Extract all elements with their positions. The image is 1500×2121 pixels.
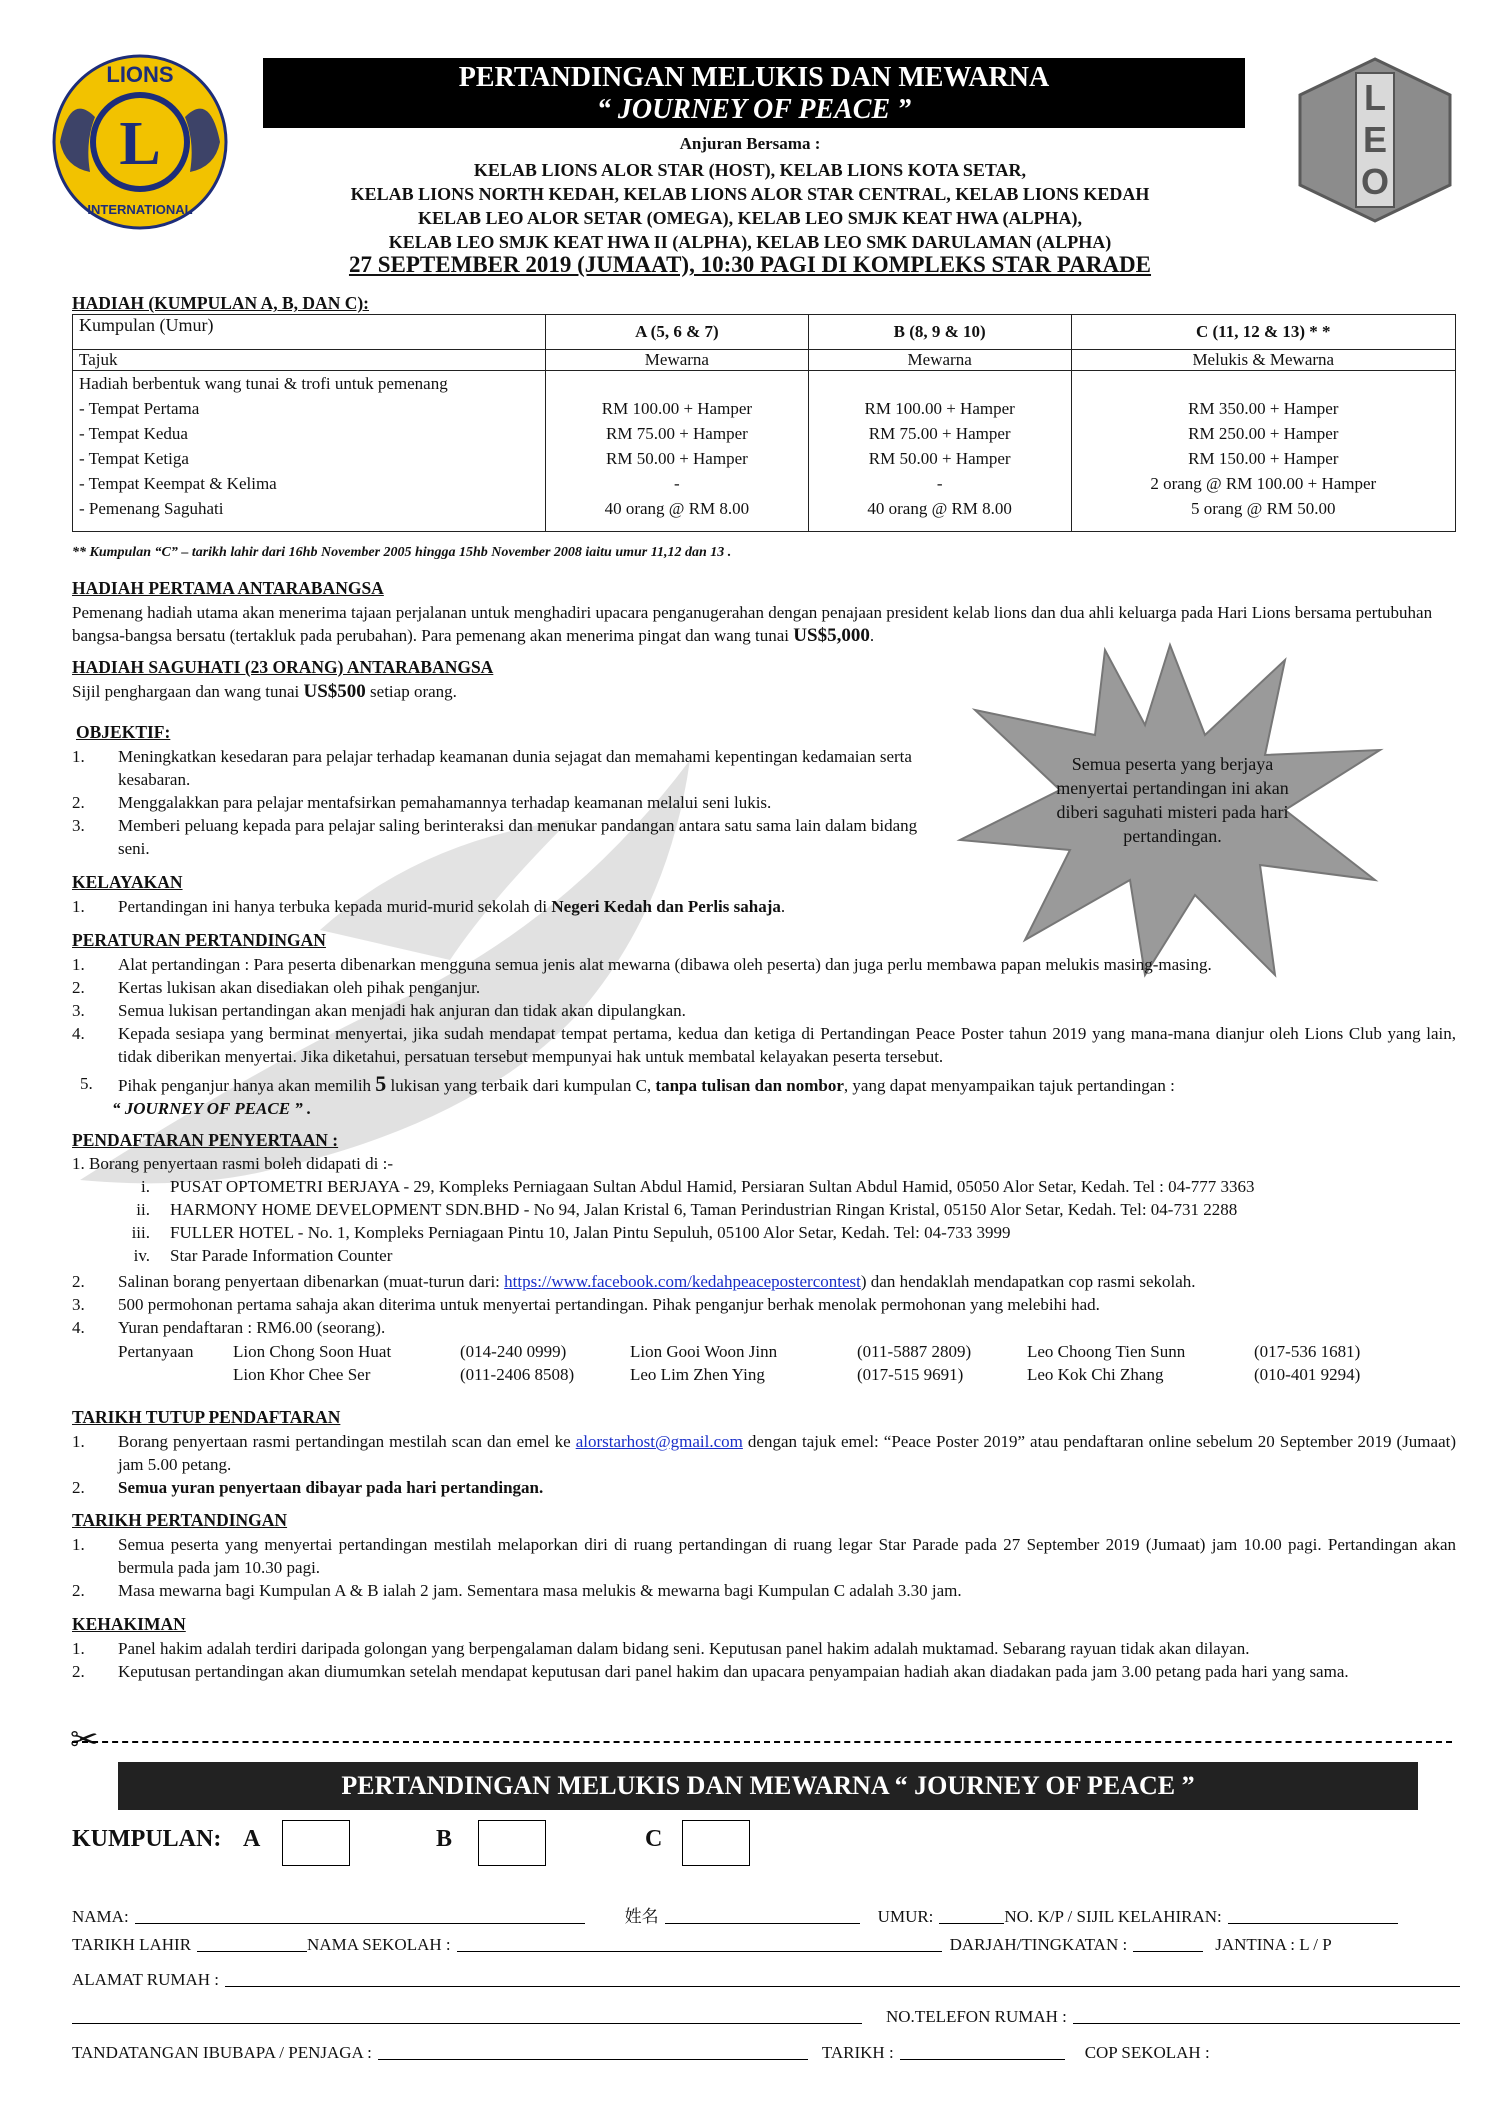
eligibility-title: KELAYAKAN xyxy=(72,872,183,892)
scissors-icon: ✂ xyxy=(70,1722,99,1759)
chinese-name-field[interactable] xyxy=(665,1923,860,1924)
list-item xyxy=(72,976,1456,999)
item-number: 1. xyxy=(72,747,85,766)
closing-list xyxy=(72,1430,1456,1499)
clubs-list xyxy=(0,158,1500,254)
prize-value: 40 orang @ RM 8.00 xyxy=(867,499,1012,518)
class-field[interactable] xyxy=(1133,1951,1203,1952)
theme-text: “ JOURNEY OF PEACE ” . xyxy=(112,1099,312,1118)
item-number: 2. xyxy=(72,1272,85,1291)
enquiry-contacts xyxy=(118,1340,1458,1386)
item-number: 1. xyxy=(72,955,85,974)
name-field[interactable] xyxy=(135,1923,585,1924)
item-text: Panel hakim adalah terdiri daripada golongan yang berpengalaman dalam bidang seni. Keputusan panel hakim adalah muktamad. Sebarang rayuan tidak akan dilayan. xyxy=(118,1639,1250,1658)
class-label: DARJAH/TINGKATAN : xyxy=(949,1935,1128,1954)
table-cell: Melukis & Mewarna xyxy=(1071,350,1455,371)
registration-intro: 1. Borang penyertaan rasmi boleh didapati di :- xyxy=(72,1154,394,1173)
list-item xyxy=(72,895,1456,918)
item-text: Semua peserta yang menyertai pertandingan mestilah melaporkan diri di ruang pertandingan di ruang legar Star Parade pada 27 September 2019 (Jumaat) jam 10.00 pagi. Pertandingan akan bermula pada jam 10.30 pagi. xyxy=(118,1535,1456,1577)
prize-value: RM 75.00 + Hamper xyxy=(605,424,748,443)
text: , yang dapat menyampaikan tajuk pertandingan : xyxy=(843,1076,1175,1095)
group-b-label: B xyxy=(436,1826,453,1852)
date-field[interactable] xyxy=(900,2059,1065,2060)
prize-value: - xyxy=(674,474,680,493)
page-title: PERTANDINGAN MELUKIS DAN MEWARNA xyxy=(458,62,1050,93)
page-subtitle: “ JOURNEY OF PEACE ” xyxy=(596,94,912,125)
item-text: HARMONY HOME DEVELOPMENT SDN.BHD - No 94, Jalan Kristal 6, Taman Perindustrian Ringan Kristal, 05150 Alor Setar, Kedah. Tel: 04-731 2288 xyxy=(170,1200,1238,1219)
list-item xyxy=(72,1072,1456,1097)
enquiry-label: Pertanyaan xyxy=(118,1342,194,1361)
contact-name: Leo Choong Tien Sunn xyxy=(1027,1342,1186,1361)
list-item xyxy=(72,1476,1456,1499)
prize-intro: Hadiah berbentuk wang tunai & trofi untuk pemenang xyxy=(79,374,448,393)
list-item xyxy=(72,1579,1456,1602)
table-cell: Mewarna xyxy=(808,350,1071,371)
list-item xyxy=(72,1293,1456,1316)
title-banner xyxy=(263,58,1245,128)
item-text xyxy=(118,1430,1456,1476)
item-number: 2. xyxy=(72,978,85,997)
group-c-footnote: ** Kumpulan “C” – tarikh lahir dari 16hb November 2005 hingga 15hb November 2008 iaitu umur 11,12 dan 13 . xyxy=(72,545,732,560)
item-number: iv. xyxy=(133,1246,150,1265)
contact-row xyxy=(118,1340,1458,1363)
prize-value: RM 75.00 + Hamper xyxy=(868,424,1011,443)
table-cell xyxy=(546,371,809,532)
prize-value: RM 350.00 + Hamper xyxy=(1188,399,1339,418)
prize-value: - xyxy=(936,474,943,493)
prize-label: - Tempat Keempat & Kelima xyxy=(79,474,277,493)
intl-first-text xyxy=(72,601,1456,647)
item-number: 3. xyxy=(72,1001,85,1020)
list-item xyxy=(72,1175,1456,1198)
item-number: 2. xyxy=(72,793,85,812)
item-number: ii. xyxy=(136,1200,150,1219)
group-a-checkbox[interactable] xyxy=(282,1820,350,1866)
prize-label: - Tempat Ketiga xyxy=(79,449,189,468)
table-cell: A (5, 6 & 7) xyxy=(546,315,809,350)
dob-label: TARIKH LAHIR xyxy=(72,1935,192,1954)
text: Salinan borang penyertaan dibenarkan (muat-turun dari: xyxy=(118,1272,500,1291)
svg-text:INTERNATIONAL: INTERNATIONAL xyxy=(87,202,193,217)
list-item xyxy=(72,1533,1456,1579)
item-number: 3. xyxy=(72,816,85,835)
date-label: TARIKH : xyxy=(821,2043,894,2062)
club-line: KELAB LIONS ALOR STAR (HOST), KELAB LIONS KOTA SETAR, xyxy=(473,160,1027,180)
item-text: Semua lukisan pertandingan akan menjadi hak anjuran dan tidak akan dipulangkan. xyxy=(118,1001,686,1020)
gender-label: JANTINA : L / P xyxy=(1215,1935,1332,1954)
item-text: FULLER HOTEL - No. 1, Kompleks Perniagaan Pintu 10, Jalan Pintu Sepuluh, 05100 Alor Setar, Kedah. Tel: 04-733 3999 xyxy=(170,1223,1011,1242)
list-item xyxy=(72,1316,1456,1339)
prize-value: RM 50.00 + Hamper xyxy=(868,449,1011,468)
list-item xyxy=(72,814,952,860)
prize-value: 40 orang @ RM 8.00 xyxy=(604,499,750,518)
amount: US$5,000 xyxy=(793,625,870,646)
rules-list xyxy=(72,953,1456,1120)
item-number: 1. xyxy=(72,1432,85,1451)
date-venue: 27 SEPTEMBER 2019 (JUMAAT), 10:30 PAGI DI KOMPLEKS STAR PARADE xyxy=(348,252,1152,277)
prize-table xyxy=(72,314,1456,532)
svg-text:L: L xyxy=(119,110,161,178)
prize-value: RM 250.00 + Hamper xyxy=(1188,424,1339,443)
school-label: NAMA SEKOLAH : xyxy=(307,1935,451,1954)
ic-label: NO. K/P / SIJIL KELAHIRAN: xyxy=(1004,1907,1222,1926)
chinese-name-label: 姓名 xyxy=(624,1907,659,1926)
cut-line xyxy=(72,1741,1452,1743)
objectives-title: OBJEKTIF: xyxy=(76,722,171,742)
school-field[interactable] xyxy=(457,1951,942,1952)
group-b-checkbox[interactable] xyxy=(478,1820,546,1866)
table-cell xyxy=(1071,371,1455,532)
text: Pemenang hadiah utama akan menerima tajaan perjalanan untuk menghadiri upacara penganugerahan dengan penajaan president kelab lions dan dua ahli keluarga pada Hari Lions bersama pertubuhan bangsa-bangsa bersatu (tertakluk pada perubahan). Para pemenang akan menerima pingat dan wang tunai xyxy=(72,603,1433,645)
text: Borang penyertaan rasmi pertandingan mestilah scan dan emel ke xyxy=(118,1432,571,1451)
table-row xyxy=(73,350,1456,371)
form-row-phone xyxy=(72,2007,1460,2027)
address-label: ALAMAT RUMAH : xyxy=(72,1970,220,1989)
list-item xyxy=(72,1660,1456,1683)
contact-name: Lion Khor Chee Ser xyxy=(233,1365,371,1384)
item-number: 4. xyxy=(72,1318,85,1337)
prize-value: 2 orang @ RM 100.00 + Hamper xyxy=(1150,474,1377,493)
contact-name: Lion Gooi Woon Jinn xyxy=(630,1342,778,1361)
list-item xyxy=(72,1430,1456,1476)
prize-value: RM 100.00 + Hamper xyxy=(864,399,1015,418)
contest-date-title: TARIKH PERTANDINGAN xyxy=(72,1510,288,1530)
table-cell: Mewarna xyxy=(546,350,809,371)
table-row xyxy=(73,371,1456,532)
prize-value: RM 50.00 + Hamper xyxy=(605,449,748,468)
item-text: Semua yuran penyertaan dibayar pada hari pertandingan. xyxy=(118,1478,544,1497)
item-text: 500 permohonan pertama sahaja akan diterima untuk menyertai pertandingan. Pihak penganjur berhak menolak permohonan yang melebihi had. xyxy=(118,1295,1100,1314)
contest-date-list xyxy=(72,1533,1456,1602)
locations-list xyxy=(72,1175,1456,1267)
item-number: 1. xyxy=(72,1639,85,1658)
svg-text:O: O xyxy=(1360,161,1390,202)
list-item xyxy=(72,1198,1456,1221)
organized-by: Anjuran Bersama : xyxy=(679,134,821,153)
contact-phone: (010-401 9294) xyxy=(1254,1365,1361,1384)
prize-label: - Tempat Pertama xyxy=(79,399,200,418)
registration-title: PENDAFTARAN PENYERTAAN : xyxy=(72,1130,339,1150)
contact-phone: (017-515 9691) xyxy=(857,1365,964,1384)
club-line: KELAB LIONS NORTH KEDAH, KELAB LIONS ALOR STAR CENTRAL, KELAB LIONS KEDAH xyxy=(350,184,1150,204)
prize-value: 5 orang @ RM 50.00 xyxy=(1190,499,1336,518)
item-text: Memberi peluang kepada para pelajar saling berinteraksi dan menukar pandangan antara satu sama lain dalam bidang seni. xyxy=(118,816,918,858)
item-number: 3. xyxy=(72,1295,85,1314)
contact-name: Leo Lim Zhen Ying xyxy=(630,1365,765,1384)
item-text: PUSAT OPTOMETRI BERJAYA - 29, Kompleks Perniagaan Sultan Abdul Hamid, Persiaran Sultan Abdul Hamid, 05050 Alor Setar, Kedah. Tel : 04-777 3363 xyxy=(170,1177,1255,1196)
address-field[interactable] xyxy=(225,1986,1460,1987)
group-c-label: C xyxy=(645,1826,663,1852)
signature-label: TANDATANGAN IBUBAPA / PENJAGA : xyxy=(72,2043,372,2062)
intl-first-title: HADIAH PERTAMA ANTARABANGSA xyxy=(72,578,384,598)
item-number: 4. xyxy=(72,1024,85,1043)
list-item xyxy=(72,1637,1456,1660)
item-text: Keputusan pertandingan akan diumumkan setelah mendapat keputusan dari panel hakim dan upacara penyampaian hadiah akan diadakan pada jam 3.00 petang pada hari yang sama. xyxy=(118,1662,1349,1681)
list-item xyxy=(72,1022,1456,1068)
address-field-2[interactable] xyxy=(72,2023,862,2024)
stamp-label: COP SEKOLAH : xyxy=(1084,2043,1210,2062)
item-number: 2. xyxy=(72,1581,85,1600)
item-number: 1. xyxy=(72,897,85,916)
contact-name: Leo Kok Chi Zhang xyxy=(1027,1365,1164,1384)
intl-consolation-text xyxy=(72,680,457,703)
list-item xyxy=(72,1270,1456,1293)
amount: US$500 xyxy=(303,681,366,702)
form-row-name xyxy=(72,1902,1460,1927)
prize-label: - Pemenang Saguhati xyxy=(79,499,224,518)
item-text xyxy=(118,1270,1456,1293)
item-number: 1. xyxy=(72,1535,85,1554)
prizes-title: HADIAH (KUMPULAN A, B, DAN C): xyxy=(72,293,369,313)
text: Sijil penghargaan dan wang tunai xyxy=(72,682,300,701)
dob-field[interactable] xyxy=(197,1951,307,1952)
svg-text:L: L xyxy=(1364,77,1386,118)
svg-text:E: E xyxy=(1362,119,1388,160)
text: Pihak penganjur hanya akan memilih xyxy=(118,1076,372,1095)
signature-field[interactable] xyxy=(378,2059,808,2060)
table-cell: Tajuk xyxy=(73,350,546,371)
item-text: Kertas lukisan akan disediakan oleh pihak penganjur. xyxy=(118,978,481,997)
intl-consolation-title: HADIAH SAGUHATI (23 ORANG) ANTARABANGSA xyxy=(72,657,494,677)
group-a-label: A xyxy=(243,1826,261,1852)
table-cell: Kumpulan (Umur) xyxy=(73,315,546,350)
item-text xyxy=(118,895,1456,918)
item-text: Kepada sesiapa yang berminat menyertai, jika sudah mendapat tempat pertama, kedua dan ketiga di Pertandingan Peace Poster tahun 2019 yang mana-mana dianjur oleh Lions Club yang lain, tidak diberikan menyertai. Jika diketahui, persatuan tersebut mempunyai hak untuk membatal kelayakan peserta tersebut. xyxy=(118,1024,1456,1066)
objectives-list xyxy=(72,745,952,860)
form-row-address xyxy=(72,1970,1460,1990)
text: . xyxy=(780,897,786,916)
mystery-gift-note: Semua peserta yang berjaya menyertai pertandingan ini akan diberi saguhati misteri pada hari pertandingan. xyxy=(1056,754,1289,846)
form-banner: PERTANDINGAN MELUKIS DAN MEWARNA “ JOURNEY OF PEACE ” xyxy=(118,1762,1418,1810)
rules-title: PERATURAN PERTANDINGAN xyxy=(72,930,326,950)
table-cell: B (8, 9 & 10) xyxy=(808,315,1071,350)
ic-field[interactable] xyxy=(1228,1923,1398,1924)
form-row-school xyxy=(72,1935,1460,1955)
item-number: 2. xyxy=(72,1662,85,1681)
contact-phone: (011-2406 8508) xyxy=(460,1365,575,1384)
contact-name: Lion Chong Soon Huat xyxy=(233,1342,392,1361)
item-text: Yuran pendaftaran : RM6.00 (seorang). xyxy=(118,1318,386,1337)
list-item xyxy=(72,1244,1456,1267)
table-cell xyxy=(73,371,546,532)
list-item xyxy=(72,791,952,814)
group-label: KUMPULAN: xyxy=(72,1826,222,1852)
bold-text: Negeri Kedah dan Perlis sahaja xyxy=(551,897,781,916)
judging-title: KEHAKIMAN xyxy=(72,1614,186,1634)
item-text: Menggalakkan para pelajar mentafsirkan pemahamannya terhadap keamanan melalui seni lukis. xyxy=(118,793,772,812)
table-row xyxy=(73,315,1456,350)
prize-value: RM 150.00 + Hamper xyxy=(1188,449,1339,468)
text: . xyxy=(869,626,875,645)
item-text: Meningkatkan kesedaran para pelajar terhadap keamanan dunia sejagat dan memahami kepentingan kedamaian serta kesabaran. xyxy=(118,747,912,789)
item-number: 2. xyxy=(72,1478,85,1497)
text: Pertandingan ini hanya terbuka kepada murid-murid sekolah di xyxy=(118,897,548,916)
club-line: KELAB LEO SMJK KEAT HWA II (ALPHA), KELAB LEO SMK DARULAMAN (ALPHA) xyxy=(388,232,1112,252)
item-number: 5. xyxy=(80,1074,93,1093)
form-row-signature xyxy=(72,2043,1460,2063)
email-link[interactable]: alorstarhost@gmail.com xyxy=(575,1432,743,1451)
item-text: Masa mewarna bagi Kumpulan A & B ialah 2 jam. Sementara masa melukis & mewarna bagi Kumpulan C adalah 3.30 jam. xyxy=(118,1581,962,1600)
prize-value: RM 100.00 + Hamper xyxy=(601,399,753,418)
contact-phone: (011-5887 2809) xyxy=(857,1342,972,1361)
judging-list xyxy=(72,1637,1456,1683)
text: dengan tajuk emel: “Peace Poster 2019” atau pendaftaran online sebelum 20 September 2019 (Jumaat) jam 5.00 petang. xyxy=(118,1432,1457,1474)
svg-text:LIONS: LIONS xyxy=(106,62,174,87)
eligibility-list xyxy=(72,895,1456,918)
count: 5 xyxy=(375,1071,387,1096)
list-item xyxy=(72,1221,1456,1244)
contact-row xyxy=(118,1363,1458,1386)
closing-title: TARIKH TUTUP PENDAFTARAN xyxy=(72,1407,341,1427)
item-number: iii. xyxy=(131,1223,150,1242)
contact-phone: (017-536 1681) xyxy=(1254,1342,1361,1361)
bold-text: tanpa tulisan dan nombor xyxy=(655,1076,844,1095)
text: ) dan hendaklah mendapatkan cop rasmi sekolah. xyxy=(860,1272,1196,1291)
list-item xyxy=(72,953,1456,976)
facebook-link[interactable]: https://www.facebook.com/kedahpeacepostercontest xyxy=(504,1272,861,1291)
item-text xyxy=(118,1072,1456,1097)
table-cell: C (11, 12 & 13) * * xyxy=(1071,315,1455,350)
text: setiap orang. xyxy=(370,682,457,701)
list-item xyxy=(72,745,952,791)
text: lukisan yang terbaik dari kumpulan C, xyxy=(390,1076,652,1095)
phone-label: NO.TELEFON RUMAH : xyxy=(886,2007,1067,2026)
table-cell xyxy=(808,371,1071,532)
list-item xyxy=(72,999,1456,1022)
phone-field[interactable] xyxy=(1073,2023,1460,2024)
name-label: NAMA: xyxy=(72,1907,129,1926)
age-label: UMUR: xyxy=(877,1907,934,1926)
contact-phone: (014-240 0999) xyxy=(460,1342,567,1361)
group-c-checkbox[interactable] xyxy=(682,1820,750,1866)
prize-label: - Tempat Kedua xyxy=(79,424,188,443)
registration-list xyxy=(72,1270,1456,1339)
age-field[interactable] xyxy=(939,1923,1004,1924)
item-text: Star Parade Information Counter xyxy=(170,1246,393,1265)
item-text: Alat pertandingan : Para peserta dibenarkan mengguna semua jenis alat mewarna (dibawa oleh peserta) dan juga perlu membawa papan melukis masing-masing. xyxy=(118,955,1212,974)
club-line: KELAB LEO ALOR SETAR (OMEGA), KELAB LEO SMJK KEAT HWA (ALPHA), xyxy=(417,208,1083,228)
item-number: i. xyxy=(141,1177,150,1196)
